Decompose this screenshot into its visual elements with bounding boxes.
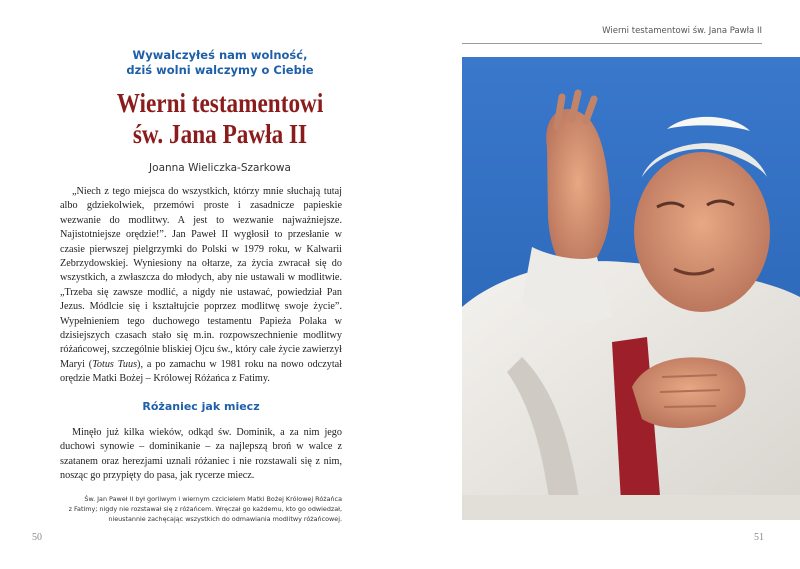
body-italic: Totus Tuus: [92, 358, 138, 370]
author-name: Joanna Wieliczka-Szarkowa: [149, 162, 291, 174]
right-page: [400, 0, 800, 569]
page-number-right: 51: [754, 532, 764, 543]
subtitle-line-1: Wywalczyłeś nam wolność,: [132, 48, 308, 62]
section-paragraph: Minęło już kilka wieków, odkąd św. Dominik, a za nim jego duchowi synowie – dominikanie – za najlepszą broń w walce z szatanem oraz herezjami uznali różaniec i nie rozstawali się z nim, nosząc go przypięty do pasa, jak rycerze miecz.: [60, 427, 342, 482]
article-title: [82, 88, 357, 150]
caption-line-3: nieustannie zachęcając wszystkich do odmawiania modlitwy różańcowej.: [108, 515, 342, 523]
section-heading: Różaniec jak miecz: [142, 400, 260, 413]
photo-caption: [60, 494, 342, 524]
pope-photo: [462, 57, 800, 520]
article-body: [60, 185, 342, 387]
section-body: [60, 426, 342, 484]
running-head: Wierni testamentowi św. Jana Pawła II: [462, 26, 762, 44]
page-number-left: 50: [32, 532, 42, 543]
body-text-end: ), a po zamachu w 1981 roku na nowo odczytał orędzie Matki Bożej – Królowej Różańca z Fatimy.: [60, 358, 342, 385]
article-subtitle: [60, 48, 380, 78]
pope-photo-illustration: [462, 57, 800, 520]
subtitle-line-2: dziś wolni walczymy o Ciebie: [126, 63, 314, 77]
caption-line-2: z Fatimy; nigdy nie rozstawał się z różańcem. Wręczał go każdemu, kto go odwiedzał,: [68, 505, 342, 513]
body-paragraph: „Niech z tego miejsca do wszystkich, którzy mnie słuchają tutaj albo gdziekolwiek, przemówi proste i zasadnicze papieskie wezwanie do modlitwy. A jest to wezwanie najważniejsze. Najistotniejsze orędzie!”. Jan Paweł II wygłosił to przesłanie w czasie pierwszej pielgrzymki do Polski w 1979 roku, w Kalwarii Zebrzydowskiej. Wyniesiony na ołtarze, za życia zwracał się do wszystkich, a zwłaszcza do młodych, aby nie ustawali w modlitwie. „Trzeba się zawsze modlić, a nigdy nie ustawać, powiedział Pan Jezus. Módlcie się i kształtujcie poprzez modlitwę swoje życie”. Wypełnieniem tego duchowego testamentu Papieża Polaka w dzisiejszych czasach stało się m.in. rozpowszechnienie modlitwy różańcowej, szczególnie bliskiej Ojcu św., który całe życie zawierzył Maryi (Totus Tuus), a po zamachu w 1981 roku na nowo odczytał orędzie Matki Bożej – Królowej Różańca z Fatimy.: [60, 186, 342, 385]
title-line-1: Wierni testamentowi: [116, 88, 324, 118]
body-text-main: „Niech z tego miejsca do wszystkich, którzy mnie słuchają tutaj albo gdziekolwiek, przemówi proste i zasadnicze papieskie wezwanie do modlitwy. A jest to wezwanie najważniejsze. Najistotniejsze orędzie!”. Jan Paweł II wygłosił to przesłanie w czasie pierwszej pielgrzymki do Polski w 1979 roku, w Kalwarii Zebrzydowskiej. Wyniesiony na ołtarze, za życia zwracał się do wszystkich, a zwłaszcza do młodych, aby nie ustawali w modlitwie. „Trzeba się zawsze modlić, a nigdy nie ustawać, powiedział Pan Jezus. Módlcie się i kształtujcie poprzez modlitwę swoje życie”. Wypełnieniem tego duchowego testamentu Papieża Polaka w dzisiejszych czasach stało się m.in. rozpowszechnienie modlitwy różańcowej, szczególnie bliskiej Ojcu św., który całe życie zawierzył Maryi: [60, 186, 342, 370]
title-line-2: św. Jana Pawła II: [132, 119, 308, 149]
caption-line-1: Św. Jan Paweł II był gorliwym i wiernym czcicielem Matki Bożej Królowej Różańca: [84, 495, 342, 503]
